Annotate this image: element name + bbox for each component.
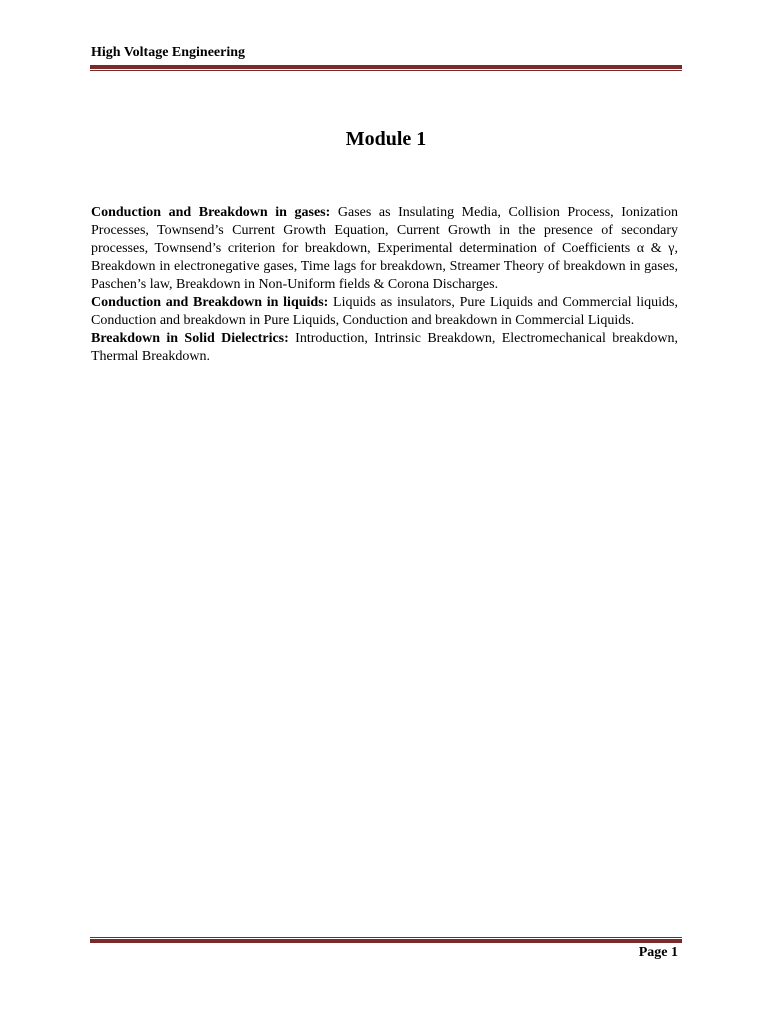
section-heading: Breakdown in Solid Dielectrics:	[91, 331, 289, 346]
section-text: Liquids as insulators, Pure Liquids and Commercial liquids, Conduction and breakdown in Pure Liquids, Conduction and breakdown in Commercial Liquids.	[91, 295, 679, 328]
footer-rule-thick	[90, 939, 682, 943]
syllabus-content	[91, 204, 678, 366]
header-rule-thick	[90, 65, 682, 69]
section-heading: Conduction and Breakdown in liquids:	[91, 295, 329, 310]
section-solids	[91, 330, 678, 366]
section-liquids	[91, 294, 678, 330]
section-text: Introduction, Intrinsic Breakdown, Electromechanical breakdown, Thermal Breakdown.	[91, 331, 678, 364]
page-number: Page 1	[638, 945, 678, 960]
section-text: Gases as Insulating Media, Collision Process, Ionization Processes, Townsend’s Current Growth Equation, Current Growth in the presence of secondary processes, Townsend’s criterion for breakdown, Experimental determination of Coefficients α & γ, Breakdown in electronegative gases, Time lags for breakdown, Streamer Theory of breakdown in gases, Paschen’s law, Breakdown in Non-Uniform fields & Corona Discharges.	[91, 205, 678, 292]
module-title: Module 1	[345, 128, 427, 150]
running-header-title: High Voltage Engineering	[91, 45, 246, 60]
section-gases	[91, 204, 678, 294]
section-heading: Conduction and Breakdown in gases:	[91, 205, 331, 220]
footer-rule-thin	[90, 937, 682, 938]
header-rule-thin	[90, 70, 682, 71]
